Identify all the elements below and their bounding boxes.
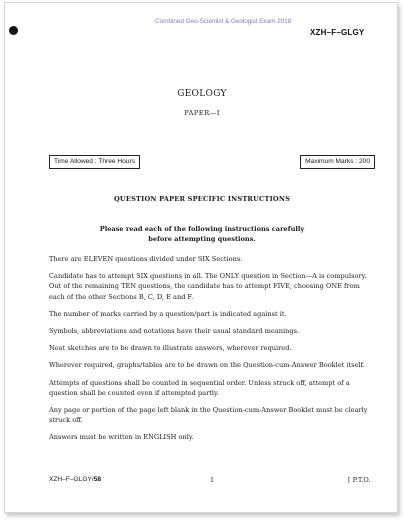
instruction-item: Neat sketches are to be drawn to illustrate answers, wherever required. (49, 344, 292, 353)
please-turn-over: [ P.T.O. (348, 476, 371, 484)
instruction-item: Answers must be written in ENGLISH only. (49, 433, 194, 442)
instruction-item: Candidate has to attempt SIX questions in all. The ONLY question in Section—A is compulsory. Out of the remaining TEN questions, the candidate has to attempt FIVE, choosing ONE from each of the other Sections B, C, D, E and F. (49, 272, 367, 301)
instructions-heading: QUESTION PAPER SPECIFIC INSTRUCTIONS (113, 195, 291, 203)
read-note-line-2: before attempting questions. (148, 235, 256, 243)
footer-code-prefix: XZH–F–GLGY/ (49, 476, 94, 483)
paper-code-top: XZH–F–GLGY (310, 28, 365, 37)
instruction-item: Symbols, abbreviations and notations have their usual standard meanings. (49, 327, 300, 336)
max-marks-box: Maximum Marks : 200 (300, 155, 375, 169)
document-page (4, 2, 398, 513)
instruction-item: Any page or portion of the page left blank in the Question-cum-Answer Booklet must be clearly struck off. (49, 406, 368, 425)
footer-code-number: 58 (93, 476, 102, 483)
paper-number: PAPER—I (184, 109, 220, 117)
time-allowed-box: Time Allowed : Three Hours (49, 155, 140, 169)
instructions-list (49, 254, 377, 450)
punch-hole-mark (9, 26, 18, 35)
page-number: 1 (210, 476, 215, 484)
instruction-item: Wherever required, graphs/tables are to be drawn on the Question-cum-Answer Booklet itself. (49, 361, 365, 370)
subject-title: GEOLOGY (177, 89, 227, 99)
read-instructions-note (5, 224, 399, 244)
instruction-item: Attempts of questions shall be counted in sequential order. Unless struck off, attempt of a question shall be counted even if attempted partly. (49, 378, 350, 397)
read-note-line-1: Please read each of the following instructions carefully (99, 225, 305, 233)
instruction-item: The number of marks carried by a question/part is indicated against it. (49, 309, 287, 318)
watermark-stamp: Combined Geo-Scientist & Geologist Exam 2018 (155, 18, 292, 25)
footer-paper-code (49, 476, 101, 483)
instruction-item: There are ELEVEN questions divided under SIX Sections. (49, 255, 243, 263)
